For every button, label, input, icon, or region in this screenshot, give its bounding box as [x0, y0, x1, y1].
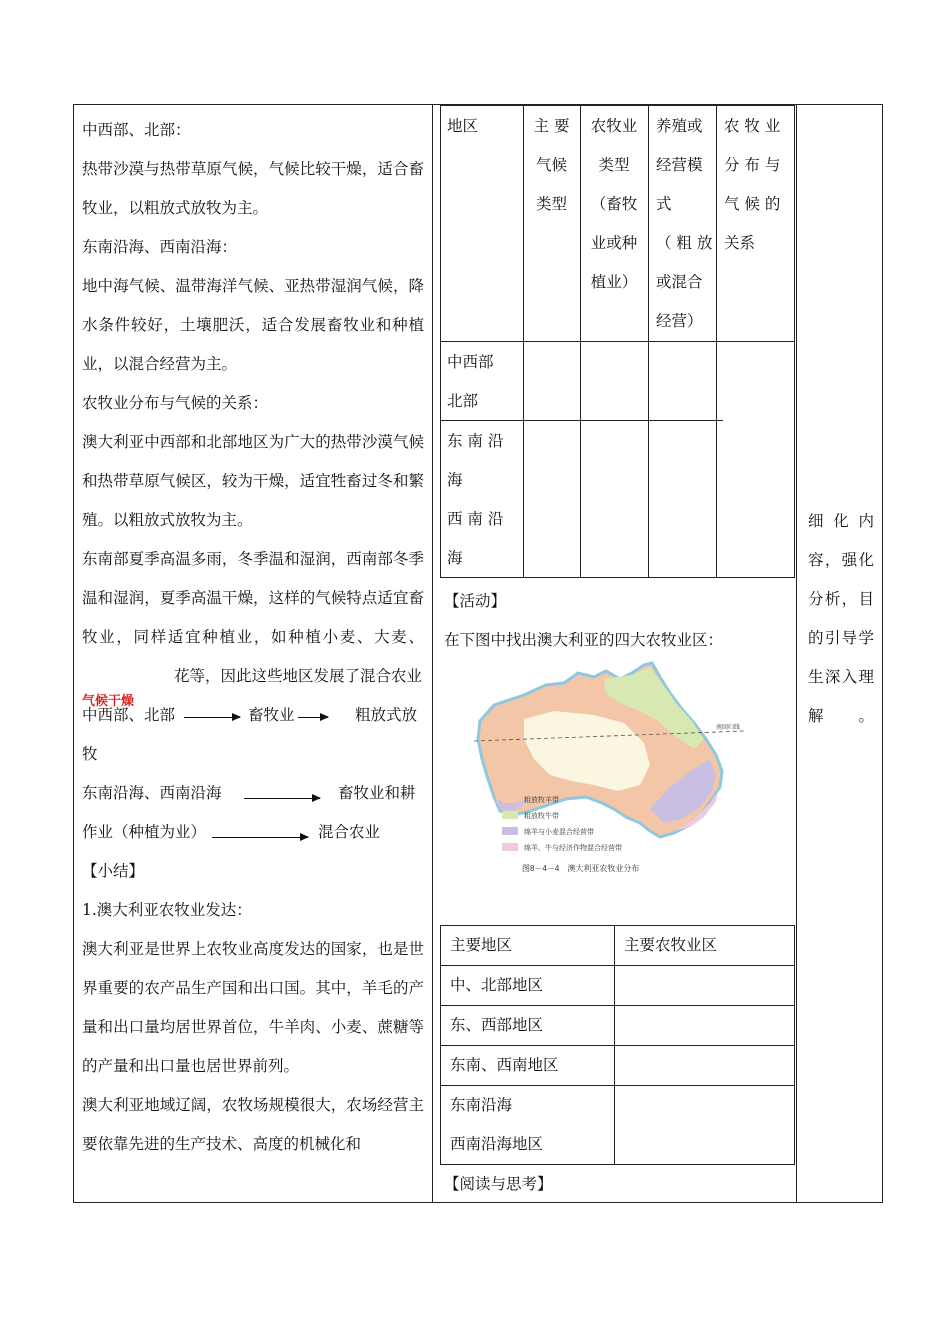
table-row-label: 东 南 沿 海 西 南 沿 海 [447, 432, 504, 567]
flow-label: 中西部、北部 [82, 706, 176, 724]
arrow-icon [298, 717, 328, 718]
red-annotation: 气候干燥 [82, 694, 135, 709]
table-row: 中、北部地区 [450, 976, 544, 994]
teaching-note: 细化内容，强化分析，目的引导学生深入理解。 [808, 512, 874, 725]
text-line: 1.澳大利亚农牧业发达： [82, 901, 252, 919]
table-row: 东南沿海 西南沿海地区 [450, 1096, 544, 1153]
flow-label: 畜牧业和耕 [338, 784, 416, 802]
map-caption: 图8－4－4 澳大利亚农牧业分布 [522, 864, 640, 873]
paragraph: 澳大利亚是世界上农牧业高度发达的国家，也是世界重要的农产品生产国和出口国。其中，羊毛的产量和出口量均居世界首位，牛羊肉、小麦、蔗糖等的产量和出口量也居世界前列。 [82, 940, 424, 1075]
table-row: 东南、西南地区 [450, 1056, 559, 1074]
legend-swatch [502, 843, 518, 851]
flow-row [82, 813, 424, 852]
right-column [796, 105, 882, 1202]
reading-title: 【阅读与思考】 [444, 1175, 553, 1193]
flow-label: 作业（种植为业） [82, 823, 207, 841]
table-header: 农牧业 类型 （畜牧 业或种 植业） [590, 117, 638, 291]
table-header: 地区 [447, 117, 479, 135]
table-header: 主 要 气候 类型 [533, 117, 570, 213]
table-header: 主要地区 [450, 936, 513, 954]
left-column [82, 111, 424, 1164]
lesson-table [73, 104, 883, 1203]
section-title: 【小结】 [82, 862, 145, 880]
text-line: 牧 [82, 745, 98, 763]
table-header: 主要农牧业区 [624, 936, 718, 954]
legend-swatch [502, 795, 518, 803]
table-header: 养殖或 经营模 式 （ 粗 放 或混合 经营） [656, 117, 713, 330]
flow-label: 东南沿海、西南沿海 [82, 784, 222, 802]
activity-title: 【活动】 [444, 592, 507, 610]
legend-swatch [502, 827, 518, 835]
legend-label: 绵羊、牛与经济作物混合经营带 [524, 845, 622, 852]
paragraph: 澳大利亚中西部和北部地区为广大的热带沙漠气候和热带草原气候区，较为干燥，适宜牲畜过冬和繁殖。以粗放式放牧为主。 [82, 433, 424, 529]
paragraph-part: 花等，因此这些地区发展了混合农业 [174, 667, 423, 685]
flow-label: 粗放式放 [355, 706, 418, 724]
arrow-icon [244, 798, 320, 799]
flow-label: 畜牧业 [248, 706, 295, 724]
table-row: 东、西部地区 [450, 1016, 544, 1034]
text-line: 中西部、北部： [82, 121, 191, 139]
paragraph: 澳大利亚地域辽阔，农牧场规模很大，农场经营主要依靠先进的生产技术、高度的机械化和 [82, 1096, 424, 1153]
middle-column [432, 105, 796, 1202]
table-row-label: 中西部 北部 [447, 353, 494, 410]
flow-label: 混合农业 [318, 823, 381, 841]
paragraph-part: 东南部夏季高温多雨，冬季温和湿润，西南部冬季温和湿润，夏季高温干燥，这样的气候特点适宜畜牧业，同样适宜种植业，如种植小麦、大麦、 [82, 550, 424, 646]
flow-row [82, 696, 424, 735]
paragraph: 热带沙漠与热带草原气候，气候比较干燥，适合畜牧业，以粗放式放牧为主。 [82, 160, 424, 217]
table-header: 农 牧 业 分 布 与 气 候 的 关系 [724, 117, 781, 252]
region-table [440, 925, 795, 1165]
tropic-label: 南回归线 [716, 725, 741, 731]
text-line: 农牧业分布与气候的关系： [82, 394, 269, 412]
legend-label: 粗放牧牛带 [524, 813, 559, 820]
paragraph [82, 540, 424, 709]
legend-swatch [502, 811, 518, 819]
australia-agriculture-map [454, 659, 750, 875]
arrow-icon [184, 717, 240, 718]
flow-row [82, 774, 424, 813]
legend-label: 绵羊与小麦混合经营带 [524, 829, 594, 836]
paragraph: 地中海气候、温带海洋气候、亚热带湿润气候，降水条件较好，土壤肥沃，适合发展畜牧业和种植业，以混合经营为主。 [82, 277, 424, 373]
legend-label: 粗放牧羊带 [524, 797, 559, 804]
arrow-icon [212, 837, 308, 838]
climate-agriculture-table [440, 105, 795, 580]
text-line: 东南沿海、西南沿海： [82, 238, 238, 256]
activity-text: 在下图中找出澳大利亚的四大农牧业区： [444, 631, 724, 649]
